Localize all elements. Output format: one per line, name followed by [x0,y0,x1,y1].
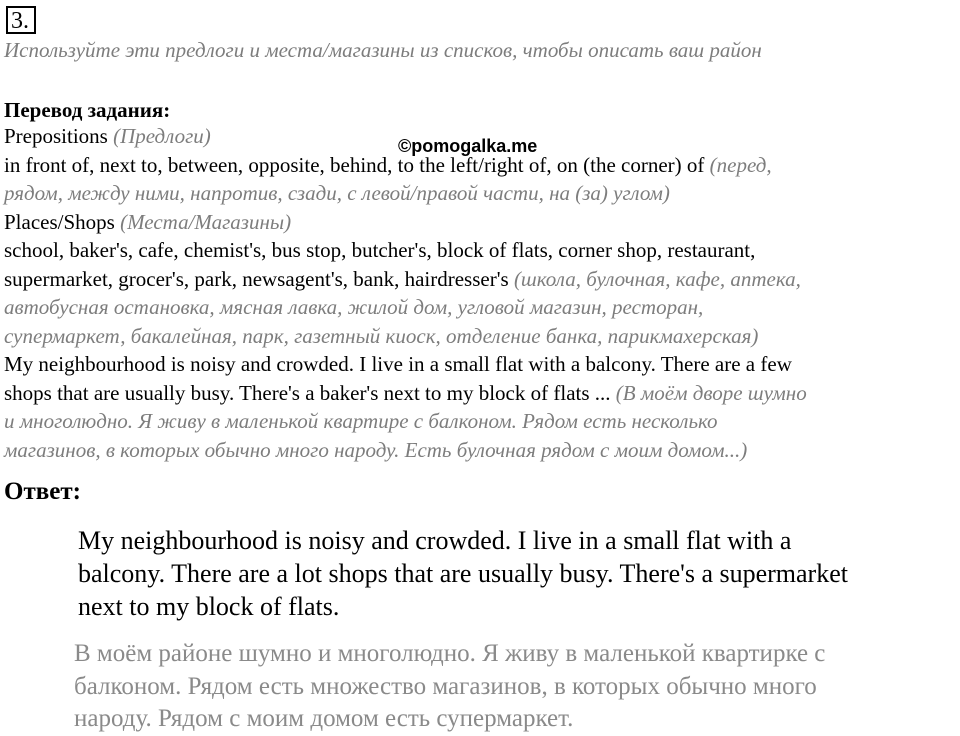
answer-en-line-2: balcony. There are a lot shops that are usually busy. There's a supermarket [78,559,848,588]
answer-english [78,524,848,623]
prepositions-list-ru-line-2: рядом, между ними, напротив, сзади, с левой/правой части, на (за) углом) [4,181,670,205]
prepositions-list-ru: (перед, [709,152,772,177]
answer-ru-line-3: народу. Рядом с моим домом есть супермаркет. [74,705,574,732]
answer-en-line-3: next to my block of flats. [78,592,340,621]
prepositions-label-ru: (Предлоги) [113,124,211,148]
prepositions-label: Prepositions [4,124,108,148]
places-list-line-1: school, baker's, cafe, chemist's, bus stop, butcher's, block of flats, corner shop, restaurant, [4,238,756,262]
task-number: 3. [6,6,36,34]
example-line-1: My neighbourhood is noisy and crowded. I live in a small flat with a balcony. There are a few [4,352,792,376]
places-list-ru-1: (школа, булочная, кафе, аптека, [513,266,801,291]
translation-body [4,122,960,464]
task-instruction: Используйте эти предлоги и места/магазины из списков, чтобы описать ваш район [4,38,762,62]
watermark: ©pomogalka.me [398,136,538,156]
places-label-ru: (Места/Магазины) [120,209,292,234]
prepositions-list: in front of, next to, between, opposite, behind, to the left/right of, on (the corner) of [4,152,705,177]
places-list-ru-line-2: автобусная остановка, мясная лавка, жилой дом, угловой магазин, ресторан, [4,295,704,319]
answer-en-line-1: My neighbourhood is noisy and crowded. I live in a small flat with a [78,526,792,555]
example-line-2 [4,379,960,408]
example-2: shops that are usually busy. There's a baker's next to my block of flats ... [4,380,611,405]
answer-russian [74,638,825,736]
example-ru-line-3: магазинов, в которых обычно много народу. Есть булочная рядом с моим домом...) [4,437,748,462]
places-label-line [4,208,960,237]
places-list-line-2 [4,265,960,294]
answer-ru-line-2: балконом. Рядом есть множество магазинов, в которых обычно много [74,672,817,700]
answer-heading: Ответ: [4,478,81,505]
example-ru-1: (В моём дворе шумно [615,380,807,405]
translation-heading: Перевод задания: [4,98,171,122]
places-label: Places/Shops [4,209,115,234]
places-list-ru-line-3: супермаркет, бакалейная, парк, газетный киоск, отделение банка, парикмахерская) [4,323,759,348]
example-ru-line-2: и многолюдно. Я живу в маленькой квартире с балконом. Рядом есть несколько [4,409,718,433]
answer-ru-line-1: В моём районе шумно и многолюдно. Я живу в маленькой квартирке с [74,640,826,667]
places-list-2: supermarket, grocer's, park, newsagent's, bank, hairdresser's [4,266,509,291]
